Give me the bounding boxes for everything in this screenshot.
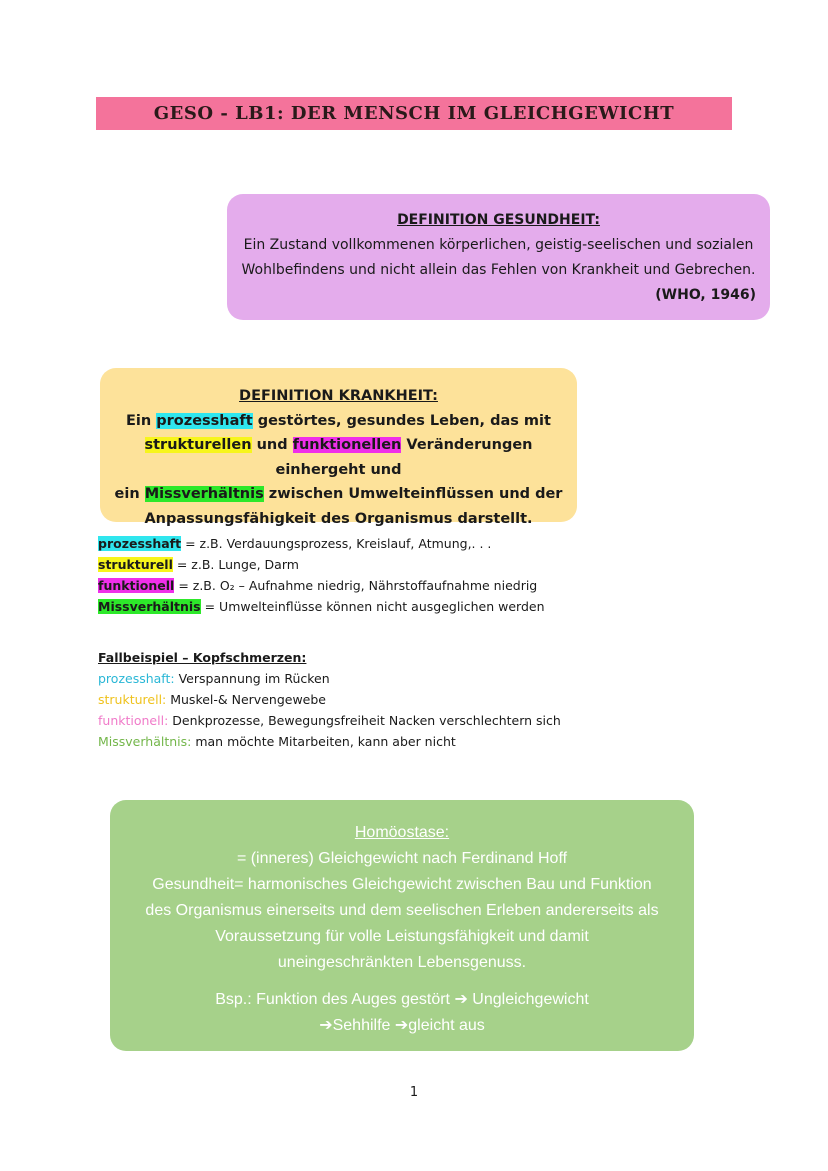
homoeostase-box [110,800,694,1051]
legend-item [98,596,545,617]
text: und [251,437,293,453]
krankheit-heading: DEFINITION KRANKHEIT: [239,388,438,404]
legend-text: = z.B. O₂ – Aufnahme niedrig, Nährstoffaufnahme niedrig [174,578,538,593]
text: Sehhilfe [332,1017,395,1034]
text: gestörtes, gesundes Leben, das mit [252,412,551,429]
fallbeispiel-text: Verspannung im Rücken [174,671,330,686]
gesundheit-line: Wohlbefindens und nicht allein das Fehlen von Krankheit und Gebrechen. [241,262,756,278]
legend-key: strukturell [98,557,173,572]
legend-key: prozesshaft [98,536,182,551]
highlight-missverhaeltnis: Missverhältnis [144,486,264,502]
krankheit-line [110,433,567,482]
krankheit-line [110,482,567,507]
legend-item [98,533,545,554]
homoeostase-line: uneingeschränkten Lebensgenuss. [277,954,527,971]
fallbeispiel-heading: Fallbeispiel – Kopfschmerzen: [98,650,307,665]
fallbeispiel-text: Muskel-& Nervengewebe [166,692,326,707]
homoeostase-line: des Organismus einerseits und dem seelischen Erleben andererseits als [145,902,659,919]
gesundheit-heading: DEFINITION GESUNDHEIT: [397,212,600,228]
spacer [124,976,680,987]
krankheit-line [110,409,567,434]
highlight-funktionell: funktionellen [292,437,402,453]
title-banner [96,97,732,130]
legend-item [98,575,545,596]
fallbeispiel-label: funktionell: [98,713,169,728]
arrow-right-icon: ➔ [319,1017,333,1034]
text: Veränderungen einhergeht und [275,437,533,478]
homoeostase-line: Gesundheit= harmonisches Gleichgewicht zwischen Bau und Funktion [152,876,652,893]
arrow-right-icon: ➔ [394,1017,409,1034]
definition-krankheit-box [100,368,577,527]
legend-text: = z.B. Verdauungsprozess, Kreislauf, Atmung,. . . [181,536,492,551]
fallbeispiel-row [98,689,561,710]
fallbeispiel-section [98,647,561,752]
text: Bsp.: Funktion des Auges gestört [215,991,455,1008]
fallbeispiel-text: man möchte Mitarbeiten, kann aber nicht [191,734,456,749]
fallbeispiel-text: Denkprozesse, Bewegungsfreiheit Nacken verschlechtern sich [168,713,561,728]
homoeostase-example-line [124,987,680,1013]
text: Ungleichgewicht [467,991,589,1008]
homoeostase-example-line [124,1013,680,1039]
legend-item [98,554,545,575]
text: Ein [126,412,157,429]
legend-list [98,533,545,617]
highlight-strukturell: strukturellen [144,437,252,453]
arrow-right-icon: ➔ [454,991,468,1008]
text: zwischen Umwelteinflüssen und der [263,486,563,502]
legend-key: Missverhältnis [98,599,201,614]
fallbeispiel-label: prozesshaft: [98,671,175,686]
definition-gesundheit-box [227,194,770,320]
krankheit-line: Anpassungsfähigkeit des Organismus darstellt. [144,510,533,527]
text: ein [114,486,145,502]
page-title: GESO - LB1: DER MENSCH IM GLEICHGEWICHT [153,103,675,124]
gesundheit-line: Ein Zustand vollkommenen körperlichen, geistig-seelischen und sozialen [243,237,754,253]
homoeostase-line: Voraussetzung für volle Leistungsfähigkeit und damit [215,928,589,945]
gesundheit-source: (WHO, 1946) [655,287,756,303]
text: gleicht aus [408,1017,485,1034]
fallbeispiel-label: Missverhältnis: [98,734,192,749]
legend-key: funktionell [98,578,175,593]
legend-text: = Umwelteinflüsse können nicht ausgeglichen werden [200,599,545,614]
homoeostase-line: = (inneres) Gleichgewicht nach Ferdinand Hoff [236,850,568,867]
fallbeispiel-row [98,731,561,752]
highlight-prozesshaft: prozesshaft [156,412,253,429]
fallbeispiel-row [98,668,561,689]
page-number: 1 [409,1085,419,1100]
homoeostase-heading: Homöostase: [354,824,450,841]
fallbeispiel-label: strukturell: [98,692,167,707]
fallbeispiel-row [98,710,561,731]
legend-text: = z.B. Lunge, Darm [172,557,299,572]
